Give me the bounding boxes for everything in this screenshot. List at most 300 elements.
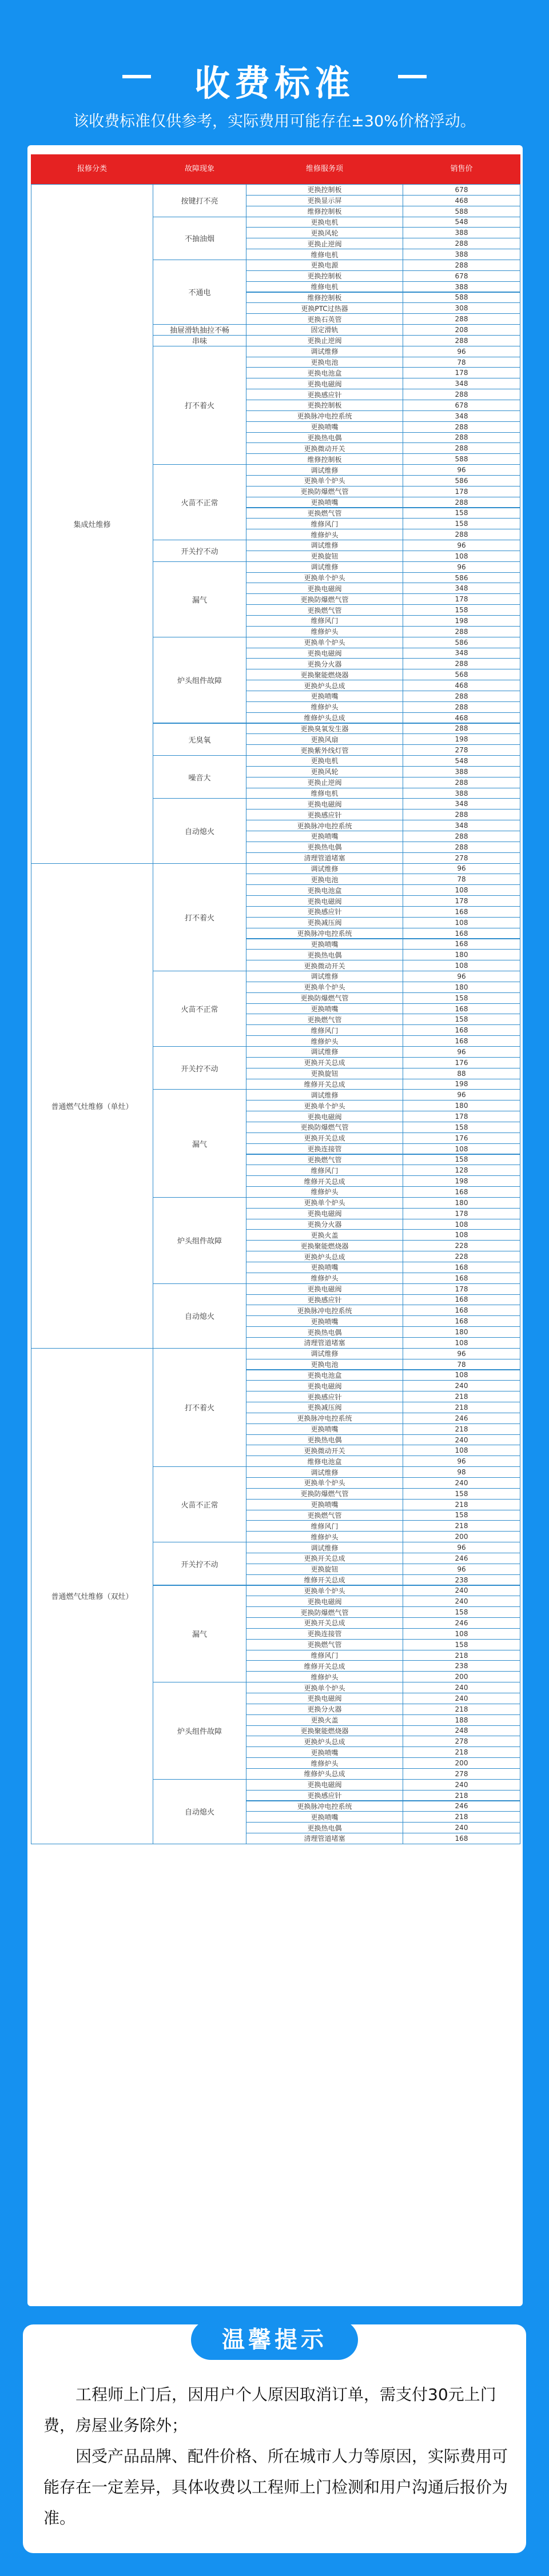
service-price: 248 xyxy=(403,1725,520,1737)
fault-cell: 漏气 xyxy=(153,561,246,637)
service-price: 168 xyxy=(403,1315,520,1327)
fault-cell: 抽屉滑轨抽拉不畅 xyxy=(153,324,246,336)
service-item: 更换旋钮 xyxy=(246,551,403,562)
service-item: 更换喷嘴 xyxy=(246,939,403,950)
service-price: 678 xyxy=(403,270,520,282)
category-cell: 普通燃气灶维修（单灶） xyxy=(31,863,153,1349)
service-item: 更换喷嘴 xyxy=(246,831,403,842)
service-price: 78 xyxy=(403,1359,520,1370)
service-item: 清理管道堵塞 xyxy=(246,1833,403,1844)
service-item: 更换单个炉头 xyxy=(246,1197,403,1209)
service-item: 维修炉头 xyxy=(246,1186,403,1198)
service-item: 更换单个炉头 xyxy=(246,637,403,648)
service-price: 288 xyxy=(403,691,520,702)
service-price: 586 xyxy=(403,475,520,487)
service-item: 更换单个炉头 xyxy=(246,475,403,487)
fault-cell: 开关拧不动 xyxy=(153,1542,246,1585)
service-price: 278 xyxy=(403,852,520,864)
service-price: 158 xyxy=(403,604,520,616)
service-price: 218 xyxy=(403,1499,520,1510)
service-price: 238 xyxy=(403,1574,520,1586)
service-price: 288 xyxy=(403,421,520,433)
service-price: 178 xyxy=(403,1111,520,1122)
service-price: 246 xyxy=(403,1413,520,1424)
service-item: 维修风门 xyxy=(246,518,403,529)
service-item: 更换电磁阀 xyxy=(246,798,403,810)
service-item: 更换脉冲电控系统 xyxy=(246,1413,403,1424)
service-price: 108 xyxy=(403,551,520,562)
service-item: 更换紫外线灯管 xyxy=(246,744,403,756)
service-item: 更换感应针 xyxy=(246,906,403,918)
service-item: 更换防爆燃气管 xyxy=(246,1606,403,1618)
service-price: 180 xyxy=(403,982,520,993)
price-table-card xyxy=(27,145,523,2306)
service-item: 更换连接管 xyxy=(246,1143,403,1155)
service-item: 更换感应针 xyxy=(246,1790,403,1801)
service-item: 调试维修 xyxy=(246,561,403,573)
service-item: 更换电磁阀 xyxy=(246,1779,403,1791)
service-item: 调试维修 xyxy=(246,1466,403,1478)
service-price: 178 xyxy=(403,1283,520,1295)
service-item: 维修电机 xyxy=(246,281,403,293)
service-price: 240 xyxy=(403,1477,520,1489)
service-item: 更换喷嘴 xyxy=(246,1499,403,1510)
service-price: 96 xyxy=(403,346,520,357)
service-price: 108 xyxy=(403,1337,520,1349)
service-price: 278 xyxy=(403,1768,520,1780)
service-price: 678 xyxy=(403,184,520,196)
service-item: 更换电机 xyxy=(246,217,403,228)
service-item: 更换电磁阀 xyxy=(246,1208,403,1219)
service-item: 更换喷嘴 xyxy=(246,1746,403,1758)
service-item: 更换止逆阀 xyxy=(246,335,403,346)
service-item: 更换电池盒 xyxy=(246,367,403,378)
service-price: 180 xyxy=(403,1197,520,1209)
service-price: 288 xyxy=(403,313,520,325)
service-price: 246 xyxy=(403,1617,520,1629)
service-item: 维修开关总成 xyxy=(246,1079,403,1090)
service-price: 108 xyxy=(403,1445,520,1456)
table-header-category: 报修分类 xyxy=(31,154,153,184)
service-price: 78 xyxy=(403,357,520,368)
service-price: 198 xyxy=(403,1079,520,1090)
service-item: 更换电机 xyxy=(246,755,403,767)
service-item: 更换电磁阀 xyxy=(246,1693,403,1704)
service-item: 更换分火器 xyxy=(246,1219,403,1230)
service-price: 168 xyxy=(403,1273,520,1284)
service-item: 更换风轮 xyxy=(246,227,403,238)
service-price: 168 xyxy=(403,906,520,918)
service-price: 240 xyxy=(403,1779,520,1791)
service-item: 更换喷嘴 xyxy=(246,691,403,702)
service-item: 更换喷嘴 xyxy=(246,1315,403,1327)
service-price: 96 xyxy=(403,1348,520,1359)
service-price: 218 xyxy=(403,1650,520,1661)
service-price: 588 xyxy=(403,453,520,465)
service-price: 178 xyxy=(403,1208,520,1219)
service-item: 更换开关总成 xyxy=(246,1553,403,1564)
service-price: 228 xyxy=(403,1251,520,1262)
service-price: 288 xyxy=(403,777,520,788)
service-item: 更换聚能燃烧器 xyxy=(246,1240,403,1251)
fault-cell: 自动熄火 xyxy=(153,798,246,863)
service-item: 更换风扇 xyxy=(246,733,403,745)
service-item: 更换燃气管 xyxy=(246,508,403,519)
service-item: 维修风门 xyxy=(246,1520,403,1532)
fault-cell: 火苗不正常 xyxy=(153,464,246,540)
page-title: 收费标准 xyxy=(194,62,355,104)
service-price: 200 xyxy=(403,1757,520,1769)
service-item: 更换燃气管 xyxy=(246,1154,403,1166)
service-price: 168 xyxy=(403,939,520,950)
service-item: 维修炉头总成 xyxy=(246,712,403,724)
service-item: 调试维修 xyxy=(246,346,403,357)
service-price: 348 xyxy=(403,410,520,422)
service-item: 更换脉冲电控系统 xyxy=(246,820,403,831)
service-item: 更换控制板 xyxy=(246,270,403,282)
service-item: 更换电池 xyxy=(246,1359,403,1370)
service-item: 维修风门 xyxy=(246,615,403,627)
service-item: 维修开关总成 xyxy=(246,1574,403,1586)
service-item: 维修开关总成 xyxy=(246,1660,403,1672)
fault-cell: 噪音大 xyxy=(153,755,246,799)
service-price: 218 xyxy=(403,1746,520,1758)
service-item: 更换喷嘴 xyxy=(246,421,403,433)
service-item: 调试维修 xyxy=(246,1089,403,1100)
service-price: 218 xyxy=(403,1402,520,1413)
service-item: 调试维修 xyxy=(246,1542,403,1553)
service-item: 更换开关总成 xyxy=(246,1133,403,1144)
table-header-service: 维修服务项 xyxy=(246,154,403,184)
service-item: 更换PTC过热器 xyxy=(246,302,403,314)
service-item: 调试维修 xyxy=(246,1046,403,1058)
service-price: 288 xyxy=(403,809,520,820)
service-item: 更换防爆燃气管 xyxy=(246,1488,403,1500)
service-item: 更换单个炉头 xyxy=(246,572,403,584)
service-price: 388 xyxy=(403,249,520,260)
service-item: 更换炉头总成 xyxy=(246,680,403,691)
service-item: 固定滑轨 xyxy=(246,324,403,336)
service-price: 168 xyxy=(403,1833,520,1844)
fault-cell: 漏气 xyxy=(153,1585,246,1683)
service-item: 更换微动开关 xyxy=(246,960,403,971)
fault-cell: 不通电 xyxy=(153,260,246,325)
service-item: 更换电池盒 xyxy=(246,1370,403,1381)
service-price: 240 xyxy=(403,1585,520,1597)
service-price: 178 xyxy=(403,367,520,378)
service-item: 更换感应针 xyxy=(246,1294,403,1306)
page-header xyxy=(0,0,549,155)
service-price: 348 xyxy=(403,583,520,594)
service-price: 388 xyxy=(403,281,520,293)
service-price: 240 xyxy=(403,1693,520,1704)
fault-cell: 开关拧不动 xyxy=(153,1046,246,1090)
service-price: 168 xyxy=(403,1186,520,1198)
service-price: 78 xyxy=(403,874,520,885)
service-price: 246 xyxy=(403,1553,520,1564)
service-price: 168 xyxy=(403,1294,520,1306)
service-item: 维修电机 xyxy=(246,788,403,799)
fault-cell: 炉头组件故障 xyxy=(153,1197,246,1284)
service-price: 218 xyxy=(403,1391,520,1402)
service-item: 调试维修 xyxy=(246,1348,403,1359)
service-item: 更换连接管 xyxy=(246,1628,403,1640)
service-price: 588 xyxy=(403,206,520,217)
fault-cell: 打不着火 xyxy=(153,346,246,465)
service-price: 208 xyxy=(403,324,520,336)
service-item: 维修控制板 xyxy=(246,292,403,304)
service-price: 238 xyxy=(403,1660,520,1672)
service-item: 更换热电偶 xyxy=(246,1326,403,1338)
service-price: 348 xyxy=(403,648,520,659)
service-price: 180 xyxy=(403,949,520,960)
service-item: 更换火盖 xyxy=(246,1229,403,1241)
service-item: 更换燃气管 xyxy=(246,604,403,616)
service-price: 96 xyxy=(403,863,520,875)
service-item: 更换石英管 xyxy=(246,313,403,325)
service-price: 218 xyxy=(403,1520,520,1532)
service-price: 168 xyxy=(403,1262,520,1273)
service-price: 96 xyxy=(403,1046,520,1058)
service-price: 158 xyxy=(403,508,520,519)
service-item: 更换火盖 xyxy=(246,1714,403,1726)
service-price: 288 xyxy=(403,701,520,713)
service-item: 更换电磁阀 xyxy=(246,583,403,594)
service-item: 更换喷嘴 xyxy=(246,1003,403,1015)
service-item: 更换喷嘴 xyxy=(246,497,403,508)
tips-title: 温馨提示 xyxy=(191,2320,358,2360)
service-item: 更换电池盒 xyxy=(246,884,403,896)
service-item: 更换电池 xyxy=(246,874,403,885)
service-item: 维修开关总成 xyxy=(246,1175,403,1187)
service-price: 308 xyxy=(403,302,520,314)
service-price: 218 xyxy=(403,1423,520,1435)
service-price: 240 xyxy=(403,1682,520,1693)
service-item: 更换电磁阀 xyxy=(246,648,403,659)
service-price: 388 xyxy=(403,788,520,799)
service-price: 288 xyxy=(403,238,520,249)
service-item: 更换微动开关 xyxy=(246,442,403,454)
service-item: 更换电磁阀 xyxy=(246,1283,403,1295)
service-item: 维修炉头 xyxy=(246,1757,403,1769)
service-price: 96 xyxy=(403,1089,520,1100)
service-price: 200 xyxy=(403,1671,520,1682)
service-item: 更换热电偶 xyxy=(246,432,403,444)
service-price: 288 xyxy=(403,658,520,669)
service-price: 218 xyxy=(403,1811,520,1823)
service-price: 108 xyxy=(403,1143,520,1155)
service-price: 588 xyxy=(403,292,520,304)
service-price: 288 xyxy=(403,335,520,346)
fault-cell: 自动熄火 xyxy=(153,1283,246,1349)
service-price: 288 xyxy=(403,442,520,454)
service-item: 更换防爆燃气管 xyxy=(246,1122,403,1133)
service-price: 200 xyxy=(403,1531,520,1542)
service-item: 更换电磁阀 xyxy=(246,895,403,907)
service-price: 678 xyxy=(403,400,520,411)
service-item: 更换止逆阀 xyxy=(246,238,403,249)
service-item: 更换单个炉头 xyxy=(246,1682,403,1693)
service-item: 更换臭氧发生器 xyxy=(246,723,403,735)
service-item: 维修风门 xyxy=(246,1650,403,1661)
service-price: 108 xyxy=(403,917,520,928)
service-item: 维修炉头 xyxy=(246,1671,403,1682)
service-item: 更换减压阀 xyxy=(246,1402,403,1413)
service-price: 176 xyxy=(403,1057,520,1068)
fault-cell: 火苗不正常 xyxy=(153,1466,246,1542)
service-price: 240 xyxy=(403,1380,520,1391)
service-item: 更换感应针 xyxy=(246,809,403,820)
service-price: 348 xyxy=(403,798,520,810)
service-price: 288 xyxy=(403,842,520,853)
service-item: 更换旋钮 xyxy=(246,1564,403,1575)
service-item: 维修炉头总成 xyxy=(246,1768,403,1780)
service-price: 168 xyxy=(403,928,520,939)
service-price: 586 xyxy=(403,637,520,648)
service-item: 更换聚能燃烧器 xyxy=(246,669,403,680)
service-price: 176 xyxy=(403,1133,520,1144)
service-price: 178 xyxy=(403,486,520,497)
service-price: 288 xyxy=(403,831,520,842)
service-item: 更换炉头总成 xyxy=(246,1251,403,1262)
service-price: 468 xyxy=(403,195,520,206)
service-item: 更换燃气管 xyxy=(246,1014,403,1025)
service-item: 更换单个炉头 xyxy=(246,1585,403,1597)
service-price: 108 xyxy=(403,1219,520,1230)
service-item: 维修电池盒 xyxy=(246,1456,403,1467)
service-item: 清理管道堵塞 xyxy=(246,1337,403,1349)
service-item: 维修炉头 xyxy=(246,1531,403,1542)
service-item: 更换喷嘴 xyxy=(246,1262,403,1273)
service-price: 158 xyxy=(403,1014,520,1025)
service-item: 更换电磁阀 xyxy=(246,1111,403,1122)
service-price: 96 xyxy=(403,464,520,476)
service-item: 更换分火器 xyxy=(246,658,403,669)
service-price: 158 xyxy=(403,1122,520,1133)
service-price: 168 xyxy=(403,1003,520,1015)
service-item: 更换单个炉头 xyxy=(246,1100,403,1111)
fault-cell: 炉头组件故障 xyxy=(153,1682,246,1780)
service-price: 348 xyxy=(403,378,520,389)
service-price: 158 xyxy=(403,1639,520,1650)
service-price: 228 xyxy=(403,1240,520,1251)
service-price: 96 xyxy=(403,971,520,982)
service-price: 568 xyxy=(403,669,520,680)
service-item: 维修电机 xyxy=(246,249,403,260)
service-price: 158 xyxy=(403,1154,520,1166)
service-price: 96 xyxy=(403,1456,520,1467)
service-item: 维修炉头 xyxy=(246,626,403,637)
service-price: 96 xyxy=(403,540,520,551)
service-item: 调试维修 xyxy=(246,863,403,875)
service-item: 更换电磁阀 xyxy=(246,378,403,389)
service-item: 调试维修 xyxy=(246,971,403,982)
service-item: 更换电磁阀 xyxy=(246,1380,403,1391)
service-item: 更换燃气管 xyxy=(246,1639,403,1650)
fault-cell: 漏气 xyxy=(153,1089,246,1198)
service-price: 168 xyxy=(403,1035,520,1047)
service-item: 更换风轮 xyxy=(246,766,403,777)
service-price: 198 xyxy=(403,615,520,627)
service-price: 198 xyxy=(403,1175,520,1187)
title-right-decoration xyxy=(398,75,427,78)
service-price: 288 xyxy=(403,432,520,444)
service-price: 188 xyxy=(403,1714,520,1726)
service-price: 98 xyxy=(403,1466,520,1478)
service-price: 128 xyxy=(403,1165,520,1176)
service-item: 更换显示屏 xyxy=(246,195,403,206)
service-item: 更换脉冲电控系统 xyxy=(246,928,403,939)
service-item: 更换止逆阀 xyxy=(246,777,403,788)
service-price: 240 xyxy=(403,1822,520,1833)
service-price: 158 xyxy=(403,1488,520,1500)
service-price: 278 xyxy=(403,744,520,756)
service-price: 218 xyxy=(403,1790,520,1801)
service-price: 288 xyxy=(403,389,520,400)
service-item: 维修风门 xyxy=(246,1024,403,1036)
service-price: 180 xyxy=(403,1100,520,1111)
service-item: 更换燃气管 xyxy=(246,1510,403,1521)
service-item: 更换减压阀 xyxy=(246,917,403,928)
service-item: 维修控制板 xyxy=(246,206,403,217)
service-item: 更换电池 xyxy=(246,357,403,368)
service-price: 388 xyxy=(403,227,520,238)
table-header-price: 销售价 xyxy=(403,154,520,184)
fault-cell: 无臭氧 xyxy=(153,723,246,756)
service-item: 更换单个炉头 xyxy=(246,982,403,993)
service-price: 158 xyxy=(403,1510,520,1521)
service-item: 更换微动开关 xyxy=(246,1445,403,1456)
service-price: 240 xyxy=(403,1434,520,1446)
fault-cell: 自动熄火 xyxy=(153,1779,246,1844)
service-item: 维修风门 xyxy=(246,1165,403,1176)
service-price: 388 xyxy=(403,766,520,777)
service-item: 更换脉冲电控系统 xyxy=(246,1305,403,1316)
service-price: 158 xyxy=(403,1606,520,1618)
service-price: 548 xyxy=(403,217,520,228)
service-item: 维修炉头 xyxy=(246,529,403,540)
fault-cell: 不抽油烟 xyxy=(153,217,246,260)
service-item: 更换热电偶 xyxy=(246,949,403,960)
service-item: 更换防爆燃气管 xyxy=(246,593,403,605)
service-price: 288 xyxy=(403,529,520,540)
service-item: 更换开关总成 xyxy=(246,1617,403,1629)
service-price: 548 xyxy=(403,755,520,767)
service-item: 更换热电偶 xyxy=(246,1434,403,1446)
fault-cell: 打不着火 xyxy=(153,1348,246,1467)
service-price: 468 xyxy=(403,680,520,691)
table-header-fault: 故障现象 xyxy=(153,154,246,184)
service-item: 更换单个炉头 xyxy=(246,1477,403,1489)
fault-cell: 按键打不亮 xyxy=(153,184,246,217)
service-item: 调试维修 xyxy=(246,464,403,476)
service-price: 180 xyxy=(403,1326,520,1338)
service-item: 更换喷嘴 xyxy=(246,1811,403,1823)
service-price: 96 xyxy=(403,561,520,573)
service-price: 278 xyxy=(403,1736,520,1747)
service-price: 178 xyxy=(403,895,520,907)
service-item: 更换防爆燃气管 xyxy=(246,992,403,1004)
service-price: 246 xyxy=(403,1801,520,1812)
service-price: 288 xyxy=(403,723,520,735)
service-item: 更换控制板 xyxy=(246,400,403,411)
service-price: 168 xyxy=(403,1024,520,1036)
service-price: 108 xyxy=(403,1229,520,1241)
service-item: 清理管道堵塞 xyxy=(246,852,403,864)
service-item: 更换电源 xyxy=(246,260,403,271)
service-price: 218 xyxy=(403,1704,520,1715)
service-price: 198 xyxy=(403,733,520,745)
